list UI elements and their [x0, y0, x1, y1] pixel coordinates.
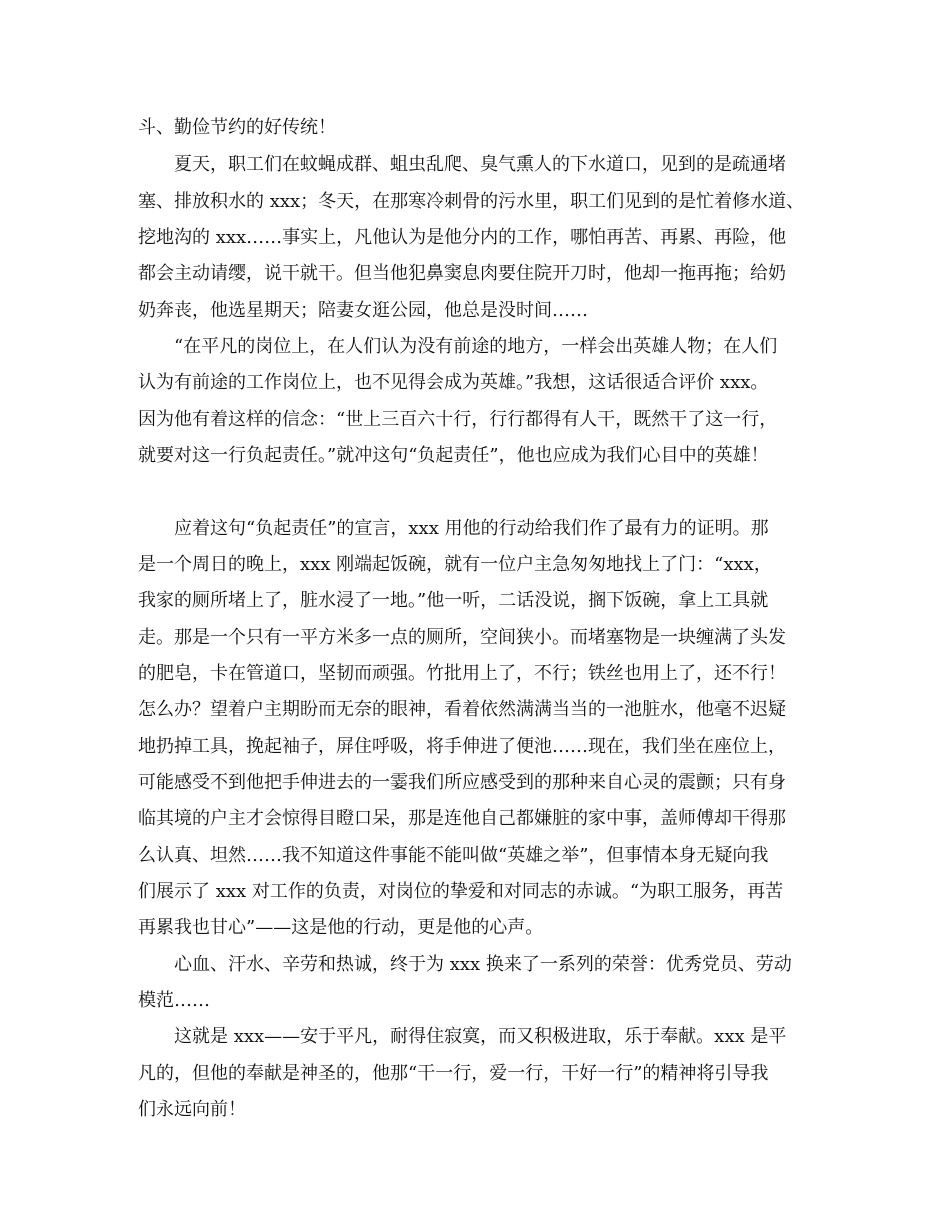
text-line: 都会主动请缨，说干就干。但当他犯鼻窦息肉要住院开刀时，他却一拖再拖；给奶: [138, 263, 786, 284]
text-line: 我家的厕所堵上了，脏水浸了一地。”他一听，二话没说，搁下饭碗，拿上工具就: [138, 590, 769, 611]
text-line: 的肥皂，卡在管道口，坚韧而顽强。竹批用上了，不行；铁丝也用上了，还不行！: [138, 663, 786, 684]
text-line: 挖地沟的 xxx……事实上，凡他认为是他分内的工作，哪怕再苦、再累、再险，他: [138, 227, 787, 248]
text-line: 应着这句“负起责任”的宣言，xxx 用他的行动给我们作了最有力的证明。那: [174, 518, 769, 539]
text-line: “在平凡的岗位上，在人们认为没有前途的地方，一样会出英雄人物；在人们: [174, 336, 778, 357]
text-line: 临其境的户主才会惊得目瞪口呆，那是连他自己都嫌脏的家中事，盖师傅却干得那: [138, 808, 786, 829]
text-line: 因为他有着这样的信念：“世上三百六十行，行行都得有人干，既然干了这一行，: [138, 409, 778, 430]
text-line: 心血、汗水、辛劳和热诚，终于为 xxx 换来了一系列的荣誉：优秀党员、劳动: [174, 954, 792, 975]
text-line: 就要对这一行负起责任。”就冲这句“负起责任”，他也应成为我们心目中的英雄！: [138, 445, 769, 466]
text-line: 认为有前途的工作岗位上，也不见得会成为英雄。”我想，这话很适合评价 xxx。: [138, 372, 769, 393]
text-line: 可能感受不到他把手伸进去的一霎我们所应感受到的那种来自心灵的震颤；只有身: [138, 772, 786, 793]
text-line: 地扔掉工具，挽起袖子，屏住呼吸，将手伸进了便池……现在，我们坐在座位上，: [138, 736, 786, 757]
text-line: 凡的，但他的奉献是神圣的，他那“干一行，爱一行，干好一行”的精神将引导我: [138, 1063, 769, 1084]
text-line: 怎么办？望着户主期盼而无奈的眼神，看着依然满满当当的一池脏水，他毫不迟疑: [138, 699, 786, 720]
text-line: 么认真、坦然……我不知道这件事能不能叫做“英雄之举”，但事情本身无疑向我: [138, 845, 769, 866]
text-line: 们展示了 xxx 对工作的负责，对岗位的挚爱和对同志的赤诚。“为职工服务，再苦: [138, 881, 784, 902]
text-line: 再累我也甘心”——这是他的行动，更是他的心声。: [138, 917, 544, 938]
text-line: 夏天，职工们在蚊蝇成群、蛆虫乱爬、臭气熏人的下水道口，见到的是疏通堵: [174, 154, 786, 175]
text-line: 塞、排放积水的 xxx；冬天，在那寒冷刺骨的污水里，职工们见到的是忙着修水道、: [138, 191, 805, 212]
text-line: 这就是 xxx——安于平凡，耐得住寂寞，而又积极进取，乐于奉献。xxx 是平: [174, 1026, 787, 1047]
text-line: 们永远向前！: [138, 1099, 246, 1120]
text-line: 模范……: [138, 990, 210, 1011]
text-line: 斗、勤俭节约的好传统！: [138, 117, 336, 138]
text-line: 奶奔丧，他选星期天；陪妻女逛公园，他总是没时间……: [138, 300, 588, 321]
text-line: 是一个周日的晚上，xxx 刚端起饭碗，就有一位户主急匆匆地找上了门：“xxx，: [138, 554, 772, 575]
text-line: 走。那是一个只有一平方米多一点的厕所，空间狭小。而堵塞物是一块缠满了头发: [138, 627, 786, 648]
